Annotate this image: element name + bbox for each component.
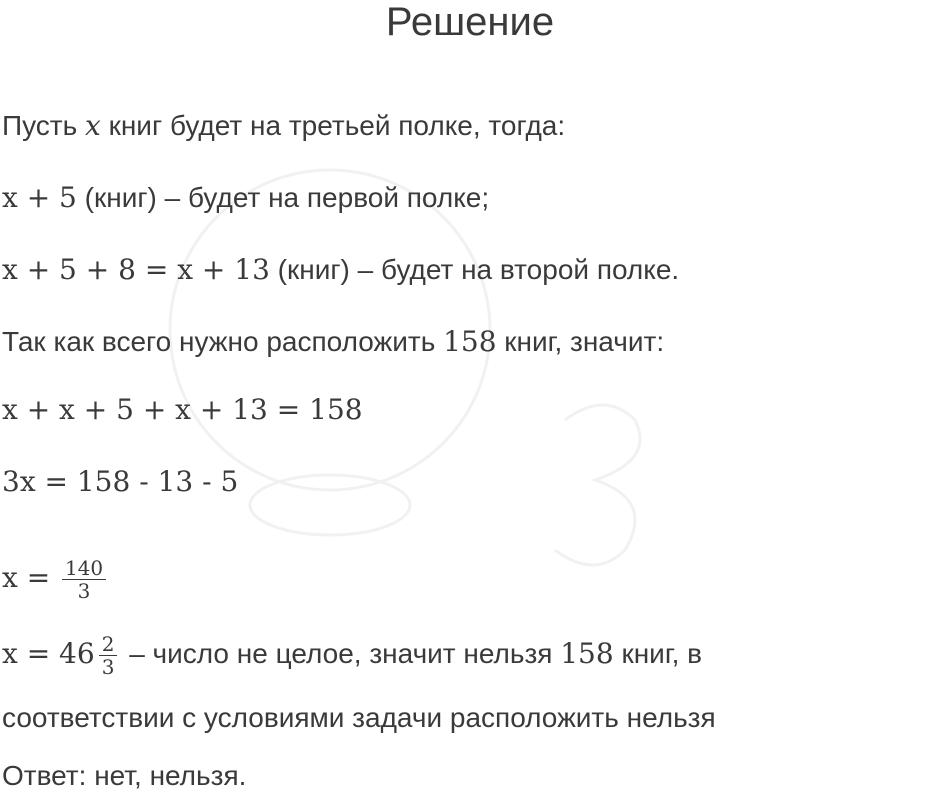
line-8-text-2: книг, в bbox=[613, 638, 703, 669]
line-6-math: 3x = 158 - 13 - 5 bbox=[2, 465, 239, 498]
line-4-suffix: книг, значит: bbox=[496, 326, 665, 357]
line-8-text-1: – число не целое, значит нельзя bbox=[121, 638, 561, 669]
equation-line-5 bbox=[2, 392, 363, 428]
text-line-9: соответствии с условиями задачи расположить нельзя bbox=[2, 702, 716, 733]
line-4-prefix: Так как всего нужно расположить bbox=[2, 326, 444, 357]
equation-line-7 bbox=[2, 548, 110, 608]
text-line-1 bbox=[2, 108, 565, 144]
line-7-fraction bbox=[62, 557, 106, 602]
line-7-denominator: 3 bbox=[77, 579, 91, 604]
line-1-suffix: книг будет на третьей полке, тогда: bbox=[100, 110, 566, 141]
line-1-variable: x bbox=[85, 109, 101, 142]
page-title: Решение bbox=[385, 0, 555, 44]
line-8-lhs: x = 46 bbox=[2, 637, 95, 670]
line-2-suffix: (книг) – будет на первой полке; bbox=[76, 182, 490, 213]
line-8-fraction bbox=[99, 633, 118, 678]
line-1-prefix: Пусть bbox=[2, 110, 86, 141]
equation-line-8 bbox=[2, 624, 702, 684]
line-8-numerator: 2 bbox=[99, 633, 118, 656]
line-4-number: 158 bbox=[443, 325, 497, 358]
line-3-suffix: (книг) – будет на второй полке. bbox=[269, 254, 680, 285]
line-8-denominator: 3 bbox=[101, 655, 115, 680]
equation-line-6 bbox=[2, 464, 238, 500]
text-line-2 bbox=[2, 180, 489, 216]
line-5-math: x + x + 5 + x + 13 = 158 bbox=[2, 393, 363, 426]
line-7-lhs: x = bbox=[2, 561, 51, 594]
answer-line: Ответ: нет, нельзя. bbox=[2, 760, 247, 791]
line-2-math: x + 5 bbox=[2, 181, 77, 214]
line-8-number: 158 bbox=[560, 637, 614, 670]
text-line-3 bbox=[2, 252, 679, 288]
text-line-4 bbox=[2, 324, 664, 360]
line-7-numerator: 140 bbox=[62, 557, 106, 580]
line-3-math: x + 5 + 8 = x + 13 bbox=[2, 253, 270, 286]
